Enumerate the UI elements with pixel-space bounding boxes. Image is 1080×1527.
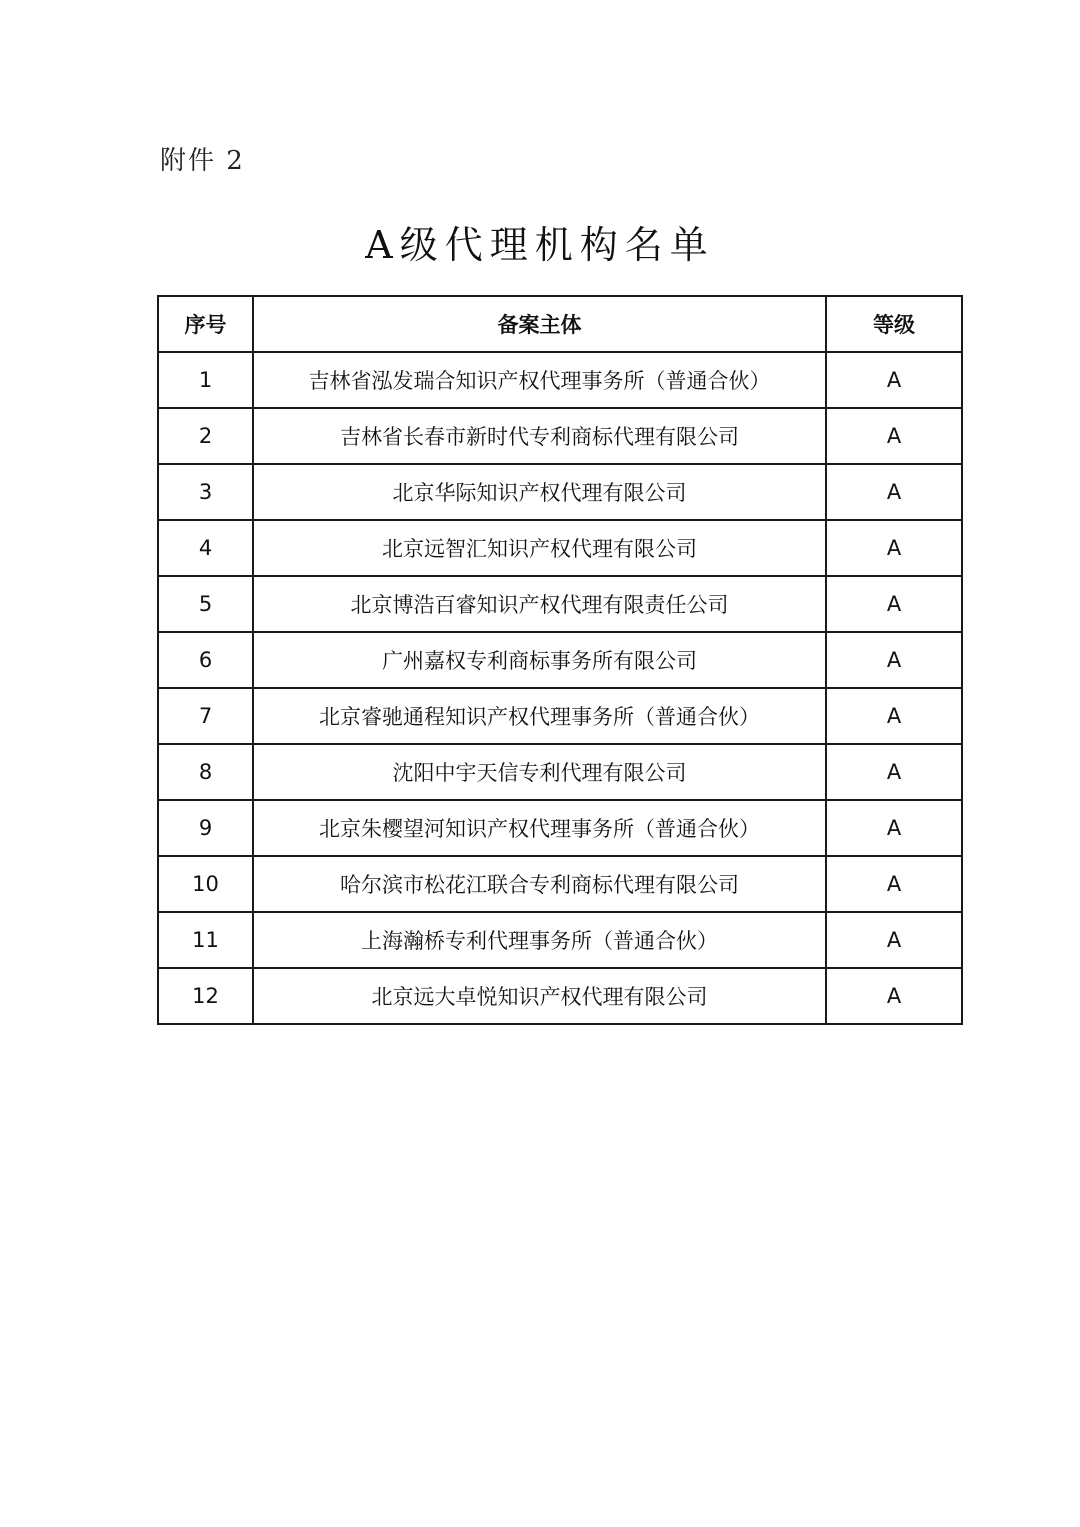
cell-number: 10 <box>158 856 253 912</box>
cell-grade: A <box>826 744 962 800</box>
table-row <box>158 632 962 688</box>
cell-number: 4 <box>158 520 253 576</box>
cell-grade: A <box>826 912 962 968</box>
cell-number: 6 <box>158 632 253 688</box>
table-row <box>158 408 962 464</box>
cell-entity: 广州嘉权专利商标事务所有限公司 <box>253 632 826 688</box>
cell-number: 1 <box>158 352 253 408</box>
table-row <box>158 352 962 408</box>
cell-number: 5 <box>158 576 253 632</box>
table-row <box>158 688 962 744</box>
table-row <box>158 800 962 856</box>
cell-entity: 哈尔滨市松花江联合专利商标代理有限公司 <box>253 856 826 912</box>
cell-grade: A <box>826 576 962 632</box>
table-row <box>158 576 962 632</box>
table-row <box>158 856 962 912</box>
cell-number: 9 <box>158 800 253 856</box>
table-row <box>158 520 962 576</box>
document-title: A级代理机构名单 <box>365 223 715 267</box>
attachment-label: 附件 2 <box>160 146 245 176</box>
cell-grade: A <box>826 352 962 408</box>
cell-entity: 北京远智汇知识产权代理有限公司 <box>253 520 826 576</box>
cell-number: 2 <box>158 408 253 464</box>
table-body <box>158 352 962 1024</box>
cell-entity: 北京华际知识产权代理有限公司 <box>253 464 826 520</box>
cell-entity: 吉林省长春市新时代专利商标代理有限公司 <box>253 408 826 464</box>
cell-entity: 吉林省泓发瑞合知识产权代理事务所（普通合伙） <box>253 352 826 408</box>
table-row <box>158 464 962 520</box>
header-number: 序号 <box>158 296 253 352</box>
cell-grade: A <box>826 520 962 576</box>
cell-number: 7 <box>158 688 253 744</box>
cell-grade: A <box>826 688 962 744</box>
cell-number: 11 <box>158 912 253 968</box>
table-header-row <box>158 296 962 352</box>
cell-entity: 沈阳中宇天信专利代理有限公司 <box>253 744 826 800</box>
cell-entity: 上海瀚桥专利代理事务所（普通合伙） <box>253 912 826 968</box>
cell-grade: A <box>826 464 962 520</box>
cell-number: 8 <box>158 744 253 800</box>
cell-grade: A <box>826 800 962 856</box>
cell-grade: A <box>826 632 962 688</box>
cell-entity: 北京睿驰通程知识产权代理事务所（普通合伙） <box>253 688 826 744</box>
cell-entity: 北京远大卓悦知识产权代理有限公司 <box>253 968 826 1024</box>
header-entity: 备案主体 <box>253 296 826 352</box>
cell-entity: 北京朱樱望河知识产权代理事务所（普通合伙） <box>253 800 826 856</box>
table-row <box>158 968 962 1024</box>
cell-number: 3 <box>158 464 253 520</box>
table-row <box>158 912 962 968</box>
table-row <box>158 744 962 800</box>
cell-number: 12 <box>158 968 253 1024</box>
agency-table <box>157 295 963 1025</box>
header-grade: 等级 <box>826 296 962 352</box>
cell-grade: A <box>826 408 962 464</box>
cell-entity: 北京博浩百睿知识产权代理有限责任公司 <box>253 576 826 632</box>
cell-grade: A <box>826 968 962 1024</box>
cell-grade: A <box>826 856 962 912</box>
